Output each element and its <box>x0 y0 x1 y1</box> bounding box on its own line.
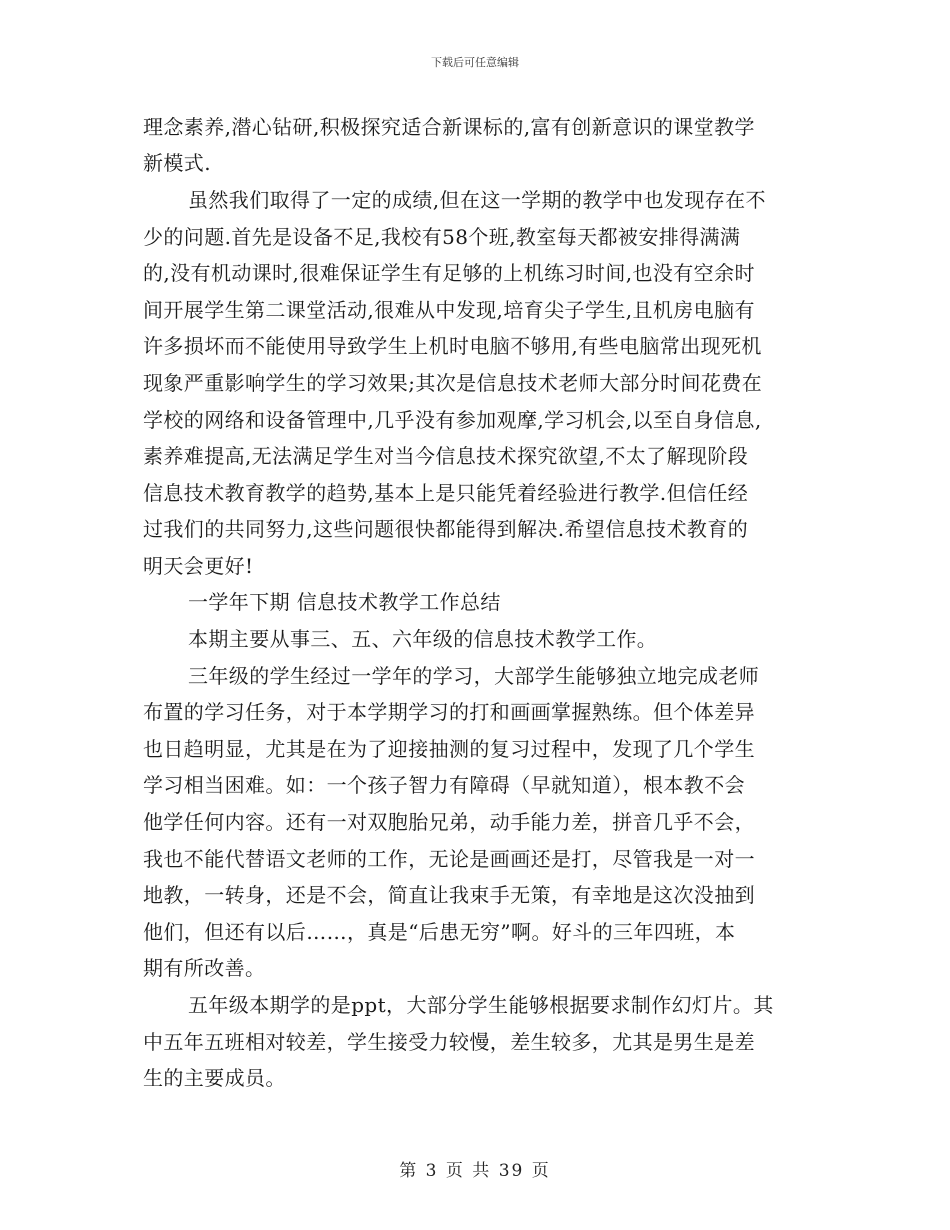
text-line: 明天会更好! <box>143 554 254 578</box>
text-line: 我也不能代替语文老师的工作，无论是画画还是打，尽管我是一对一 <box>143 847 755 871</box>
text-line: 现象严重影响学生的学习效果;其次是信息技术老师大部分时间花费在 <box>143 371 763 395</box>
text-line: 本期主要从事三、五、六年级的信息技术教学工作。 <box>188 627 658 651</box>
text-line: 虽然我们取得了一定的成绩,但在这一学期的教学中也发现存在不 <box>188 188 766 212</box>
text-line: 学校的网络和设备管理中,几乎没有参加观摩,学习机会,以至自身信息, <box>143 408 762 432</box>
text-line: 地教，一转身，还是不会，简直让我束手无策，有幸地是这次没抽到 <box>143 883 755 907</box>
text-line: 中五年五班相对较差，学生接受力较慢，差生较多，尤其是男生是差 <box>143 1030 755 1054</box>
text-line: 布置的学习任务，对于本学期学习的打和画画掌握熟练。但个体差异 <box>143 700 755 724</box>
text-line: 生的主要成员。 <box>143 1066 286 1090</box>
text-line: 素养难提高,无法满足学生对当今信息技术探究欲望,不太了解现阶段 <box>143 444 749 468</box>
text-line: 他学任何内容。还有一对双胞胎兄弟，动手能力差，拼音几乎不会， <box>143 810 755 834</box>
text-line: 理念素养,潜心钻研,积极探究适合新课标的,富有创新意识的课堂教学 <box>143 115 755 139</box>
section-title: 一学年下期 信息技术教学工作总结 <box>188 590 501 614</box>
text-line: 信息技术教育教学的趋势,基本上是只能凭着经验进行教学.但信任经 <box>143 481 749 505</box>
text-line: 三年级的学生经过一学年的学习，大部学生能够独立地完成老师 <box>188 664 760 688</box>
text-line: 他们，但还有以后……，真是“后患无穷”啊。好斗的三年四班，本 <box>143 920 736 944</box>
text-line: 少的问题.首先是设备不足,我校有58个班,教室每天都被安排得满满 <box>143 225 741 249</box>
text-line: 新模式. <box>143 151 211 175</box>
header-note: 下载后可任意编辑 <box>431 56 519 69</box>
text-line: 的,没有机动课时,很难保证学生有足够的上机练习时间,也没有空余时 <box>143 261 755 285</box>
text-line: 期有所改善。 <box>143 956 266 980</box>
text-line: 也日趋明显，尤其是在为了迎接抽测的复习过程中，发现了几个学生 <box>143 737 755 761</box>
text-line: 学习相当困难。如：一个孩子智力有障碍（早就知道），根本教不会 <box>143 773 745 797</box>
text-line: 许多损坏而不能使用导致学生上机时电脑不够用,有些电脑常出现死机 <box>143 334 762 358</box>
page-number: 第 3 页 共 39 页 <box>399 1161 551 1181</box>
text-line: 间开展学生第二课堂活动,很难从中发现,培育尖子学生,且机房电脑有 <box>143 298 755 322</box>
text-line: 过我们的共同努力,这些问题很快都能得到解决.希望信息技术教育的 <box>143 517 749 541</box>
text-line: 五年级本期学的是ppt，大部分学生能够根据要求制作幻灯片。其 <box>188 993 774 1017</box>
